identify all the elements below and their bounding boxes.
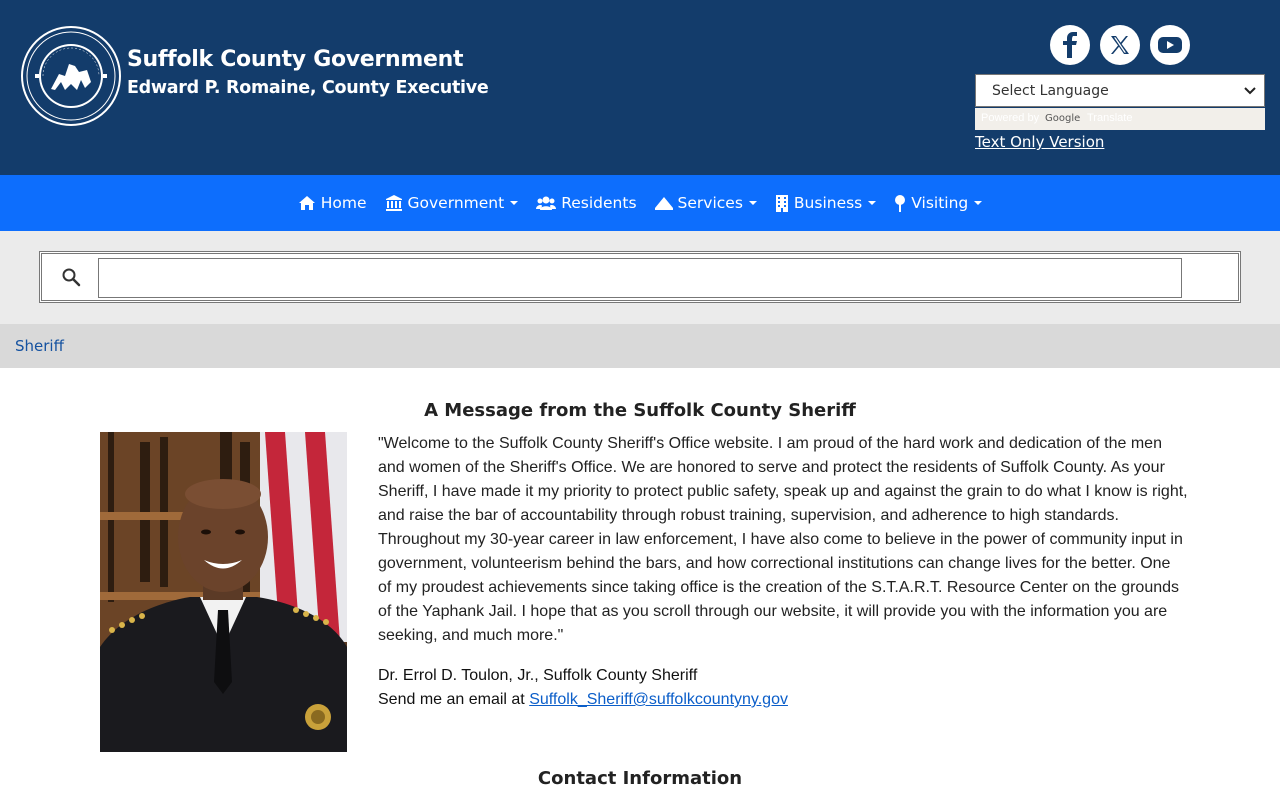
google-logo: Google: [1045, 113, 1081, 124]
nav-item-visiting[interactable]: [894, 194, 982, 212]
search-band: [0, 231, 1280, 324]
users-icon: [536, 195, 556, 211]
x-twitter-icon[interactable]: [1100, 25, 1140, 65]
caret-down-icon: [749, 201, 757, 205]
sheriff-photo: [100, 432, 347, 752]
signature-block: [378, 664, 1188, 712]
text-only-link[interactable]: Text Only Version: [975, 133, 1105, 151]
main-nav: [0, 175, 1280, 231]
translate-powered-text: Powered by: [981, 112, 1040, 124]
nav-item-government[interactable]: [385, 194, 519, 212]
building-icon: [775, 195, 789, 212]
county-seal-icon[interactable]: [21, 26, 121, 126]
breadcrumb: [0, 324, 1280, 368]
nav-item-residents[interactable]: [536, 194, 636, 212]
nav-item-label: Business: [793, 194, 863, 212]
search-icon[interactable]: [61, 267, 81, 287]
youtube-icon[interactable]: [1150, 25, 1190, 65]
nav-item-services[interactable]: [655, 194, 757, 212]
facebook-icon[interactable]: [1050, 25, 1090, 65]
breadcrumb-sheriff-link[interactable]: Sheriff: [15, 337, 64, 355]
nav-item-label: Government: [407, 194, 505, 212]
language-select-label: Select Language: [992, 82, 1109, 99]
nav-item-label: Services: [677, 194, 743, 212]
bank-icon: [385, 195, 403, 211]
email-line: [378, 688, 1188, 712]
nav-item-home[interactable]: [298, 194, 367, 212]
nav-item-label: Home: [320, 194, 367, 212]
sheriff-signature: Dr. Errol D. Toulon, Jr., Suffolk County Sheriff: [378, 667, 698, 684]
home-icon: [298, 195, 316, 211]
nav-item-label: Visiting: [911, 194, 969, 212]
pin-icon: [894, 195, 906, 212]
caret-down-icon: [510, 201, 518, 205]
chevron-down-icon: [1244, 86, 1256, 96]
caret-down-icon: [974, 201, 982, 205]
message-title: A Message from the Suffolk County Sheriff: [424, 400, 856, 421]
language-select[interactable]: [975, 74, 1265, 107]
sheriff-email-link[interactable]: Suffolk_Sheriff@suffolkcountyny.gov: [529, 691, 788, 708]
contact-information-heading: Contact Information: [537, 768, 743, 789]
sheriff-message: "Welcome to the Suffolk County Sheriff's Office website. I am proud of the hard work and dedication of the men and women of the Sheriff's Office. We are honored to serve and protect the residents of Suffolk County. As your Sheriff, I have made it my priority to protect public safety, speak up and against the grain to do what I know is right, and raise the bar of accountability through robust training, supervision, and adherence to high standards. Throughout my 30-year career in law enforcement, I have also come to believe in the power of community input in government, volunteerism behind the bars, and how correctional institutions can change lives for the better. One of my proudest achievements since taking office is the creation of the S.T.A.R.T. Resource Center on the grounds of the Yaphank Jail. I hope that as you scroll through our website, it will provide you with the information you are seeking, and much more.": [378, 435, 1188, 644]
translate-text: Translate: [1087, 112, 1133, 124]
email-prefix: Send me an email at: [378, 691, 525, 708]
caret-down-icon: [868, 201, 876, 205]
search-input[interactable]: [98, 258, 1182, 298]
google-translate-attribution[interactable]: [975, 108, 1265, 130]
search-box: [39, 251, 1241, 303]
nav-item-business[interactable]: [775, 194, 876, 212]
site-title: Suffolk County Government: [127, 47, 464, 72]
site-header: [0, 0, 1280, 175]
site-subtitle: Edward P. Romaine, County Executive: [127, 78, 489, 98]
nav-item-label: Residents: [561, 194, 637, 212]
mountain-icon: [655, 196, 673, 210]
